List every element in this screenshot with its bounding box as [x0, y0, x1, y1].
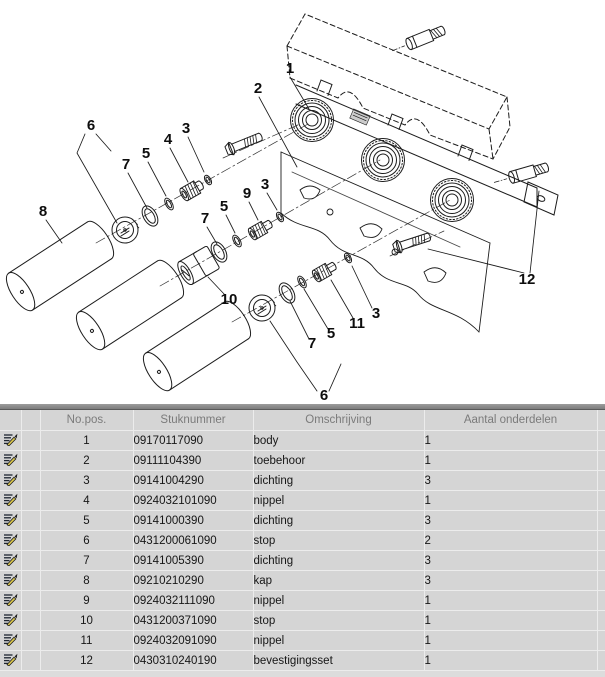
row-edge-cell — [597, 591, 605, 611]
cell-aantal: 1 — [424, 611, 597, 631]
row-blank-cell — [21, 631, 40, 651]
part-label-11: 11 — [349, 315, 365, 332]
seal-7-c — [276, 280, 298, 306]
row-blank-cell — [21, 471, 40, 491]
part-label-5: 5 — [326, 325, 336, 342]
parts-table — [0, 410, 605, 671]
header-stuknummer: Stuknummer — [133, 410, 253, 431]
seal-5-c — [296, 275, 308, 289]
row-edit-cell — [0, 611, 21, 631]
cell-aantal: 3 — [424, 571, 597, 591]
cell-stuknummer: 09111104390 — [133, 451, 253, 471]
cell-aantal: 1 — [424, 431, 597, 451]
cell-no-pos: 1 — [40, 431, 133, 451]
table-row[interactable] — [0, 491, 605, 511]
row-edit-cell — [0, 631, 21, 651]
cell-omschrijving: dichting — [253, 471, 424, 491]
cell-aantal: 1 — [424, 491, 597, 511]
row-edge-cell — [597, 571, 605, 591]
table-header-row — [0, 410, 605, 431]
row-edge-cell — [597, 631, 605, 651]
edit-row-icon[interactable] — [3, 513, 18, 526]
table-row[interactable] — [0, 551, 605, 571]
table-row[interactable] — [0, 451, 605, 471]
row-blank-cell — [21, 491, 40, 511]
cell-stuknummer: 09170117090 — [133, 431, 253, 451]
header-edit-column — [0, 410, 21, 431]
cell-omschrijving: stop — [253, 531, 424, 551]
port-2 — [362, 139, 405, 182]
logo-patch — [350, 109, 370, 125]
row-edge-cell — [597, 531, 605, 551]
part-label-2: 2 — [253, 80, 263, 97]
part-label-3: 3 — [260, 176, 270, 193]
table-row[interactable] — [0, 591, 605, 611]
cell-stuknummer: 0924032111090 — [133, 591, 253, 611]
edit-row-icon[interactable] — [3, 633, 18, 646]
cell-stuknummer: 0924032101090 — [133, 491, 253, 511]
edit-row-icon[interactable] — [3, 653, 18, 666]
port-3 — [431, 179, 474, 222]
part-label-5: 5 — [219, 198, 229, 215]
header-blank-column — [21, 410, 40, 431]
row-blank-cell — [21, 591, 40, 611]
row-blank-cell — [21, 531, 40, 551]
part-label-7: 7 — [200, 210, 210, 227]
part-label-7: 7 — [121, 156, 131, 173]
cell-stuknummer: 0431200371090 — [133, 611, 253, 631]
row-edit-cell — [0, 511, 21, 531]
row-edit-cell — [0, 551, 21, 571]
row-edge-cell — [597, 491, 605, 511]
stop-10 — [175, 246, 220, 287]
cell-aantal: 1 — [424, 451, 597, 471]
port-1 — [291, 99, 334, 142]
cell-stuknummer: 09141000390 — [133, 511, 253, 531]
part-label-8: 8 — [38, 203, 48, 220]
part-label-10: 10 — [220, 291, 238, 308]
cell-aantal: 1 — [424, 631, 597, 651]
cell-no-pos: 2 — [40, 451, 133, 471]
cell-aantal: 2 — [424, 531, 597, 551]
table-row[interactable] — [0, 651, 605, 671]
bolt-1 — [224, 130, 264, 156]
header-edge-sliver — [597, 410, 605, 431]
cell-aantal: 3 — [424, 511, 597, 531]
row-edit-cell — [0, 431, 21, 451]
part-label-7: 7 — [307, 335, 317, 352]
table-row[interactable] — [0, 631, 605, 651]
wall-anchor-2 — [493, 161, 550, 188]
nipple-9 — [247, 218, 275, 241]
part-label-4: 4 — [163, 131, 173, 148]
row-edit-cell — [0, 471, 21, 491]
cell-omschrijving: nippel — [253, 631, 424, 651]
row-blank-cell — [21, 431, 40, 451]
table-row[interactable] — [0, 531, 605, 551]
row-edit-cell — [0, 571, 21, 591]
cell-aantal: 3 — [424, 551, 597, 571]
wall-anchor-1 — [390, 24, 446, 56]
edit-row-icon[interactable] — [3, 453, 18, 466]
part-label-6: 6 — [319, 387, 329, 404]
cell-aantal: 1 — [424, 651, 597, 671]
edit-row-icon[interactable] — [3, 573, 18, 586]
cell-no-pos: 9 — [40, 591, 133, 611]
body-rail — [296, 80, 558, 215]
header-aantal-onderdelen: Aantal onderdelen — [424, 410, 597, 431]
header-omschrijving: Omschrijving — [253, 410, 424, 431]
row-blank-cell — [21, 511, 40, 531]
cell-stuknummer: 0430310240190 — [133, 651, 253, 671]
edit-row-icon[interactable] — [3, 433, 18, 446]
table-row[interactable] — [0, 611, 605, 631]
row-edit-cell — [0, 651, 21, 671]
part-label-6: 6 — [86, 117, 96, 134]
table-row[interactable] — [0, 431, 605, 451]
table-row[interactable] — [0, 571, 605, 591]
cell-stuknummer: 0431200061090 — [133, 531, 253, 551]
stop-6-c — [249, 295, 276, 321]
cell-no-pos: 10 — [40, 611, 133, 631]
cell-omschrijving: nippel — [253, 491, 424, 511]
cell-stuknummer: 0924032091090 — [133, 631, 253, 651]
seal-5-b — [231, 234, 243, 248]
part-labels — [39, 60, 536, 404]
cell-no-pos: 11 — [40, 631, 133, 651]
cell-stuknummer: 09210210290 — [133, 571, 253, 591]
cell-omschrijving: dichting — [253, 511, 424, 531]
cell-omschrijving: kap — [253, 571, 424, 591]
cap-cylinder-3 — [138, 297, 256, 395]
edit-row-icon[interactable] — [3, 533, 18, 546]
row-edge-cell — [597, 471, 605, 491]
header-no-pos: No.pos. — [40, 410, 133, 431]
row-edge-cell — [597, 431, 605, 451]
nipple-4 — [178, 178, 205, 202]
row-edge-cell — [597, 611, 605, 631]
row-blank-cell — [21, 611, 40, 631]
cell-no-pos: 8 — [40, 571, 133, 591]
cell-omschrijving: stop — [253, 611, 424, 631]
cell-stuknummer: 09141004290 — [133, 471, 253, 491]
part-label-3: 3 — [371, 305, 381, 322]
cell-omschrijving: nippel — [253, 591, 424, 611]
cell-omschrijving: body — [253, 431, 424, 451]
cell-no-pos: 12 — [40, 651, 133, 671]
table-row[interactable] — [0, 471, 605, 491]
row-blank-cell — [21, 451, 40, 471]
part-label-9: 9 — [242, 185, 252, 202]
row-edit-cell — [0, 531, 21, 551]
row-edit-cell — [0, 451, 21, 471]
cell-omschrijving: bevestigingsset — [253, 651, 424, 671]
part-label-1: 1 — [285, 60, 295, 77]
edit-row-icon[interactable] — [3, 473, 18, 486]
cell-stuknummer: 09141005390 — [133, 551, 253, 571]
part-label-5: 5 — [141, 145, 151, 162]
edit-row-icon[interactable] — [3, 613, 18, 626]
cell-aantal: 3 — [424, 471, 597, 491]
cell-no-pos: 4 — [40, 491, 133, 511]
part-label-12: 12 — [518, 271, 536, 288]
cell-no-pos: 7 — [40, 551, 133, 571]
row-edit-cell — [0, 491, 21, 511]
nipple-11 — [311, 260, 339, 283]
cap-cylinder-2 — [71, 256, 189, 354]
cell-no-pos: 3 — [40, 471, 133, 491]
seal-3-b — [275, 211, 285, 223]
edit-row-icon[interactable] — [3, 593, 18, 606]
part-label-3: 3 — [181, 120, 191, 137]
row-edit-cell — [0, 591, 21, 611]
edit-row-icon[interactable] — [3, 553, 18, 566]
cap-cylinder-1 — [1, 217, 119, 315]
cell-omschrijving: toebehoor — [253, 451, 424, 471]
seal-7-a — [139, 203, 161, 229]
parts-table-body — [0, 431, 605, 671]
row-blank-cell — [21, 551, 40, 571]
edit-row-icon[interactable] — [3, 493, 18, 506]
table-row[interactable] — [0, 511, 605, 531]
row-edge-cell — [597, 511, 605, 531]
cell-aantal: 1 — [424, 591, 597, 611]
cell-omschrijving: dichting — [253, 551, 424, 571]
row-edge-cell — [597, 551, 605, 571]
cell-no-pos: 5 — [40, 511, 133, 531]
row-blank-cell — [21, 651, 40, 671]
row-edge-cell — [597, 451, 605, 471]
row-blank-cell — [21, 571, 40, 591]
cell-no-pos: 6 — [40, 531, 133, 551]
table-bottom-strip — [0, 671, 605, 677]
row-edge-cell — [597, 651, 605, 671]
